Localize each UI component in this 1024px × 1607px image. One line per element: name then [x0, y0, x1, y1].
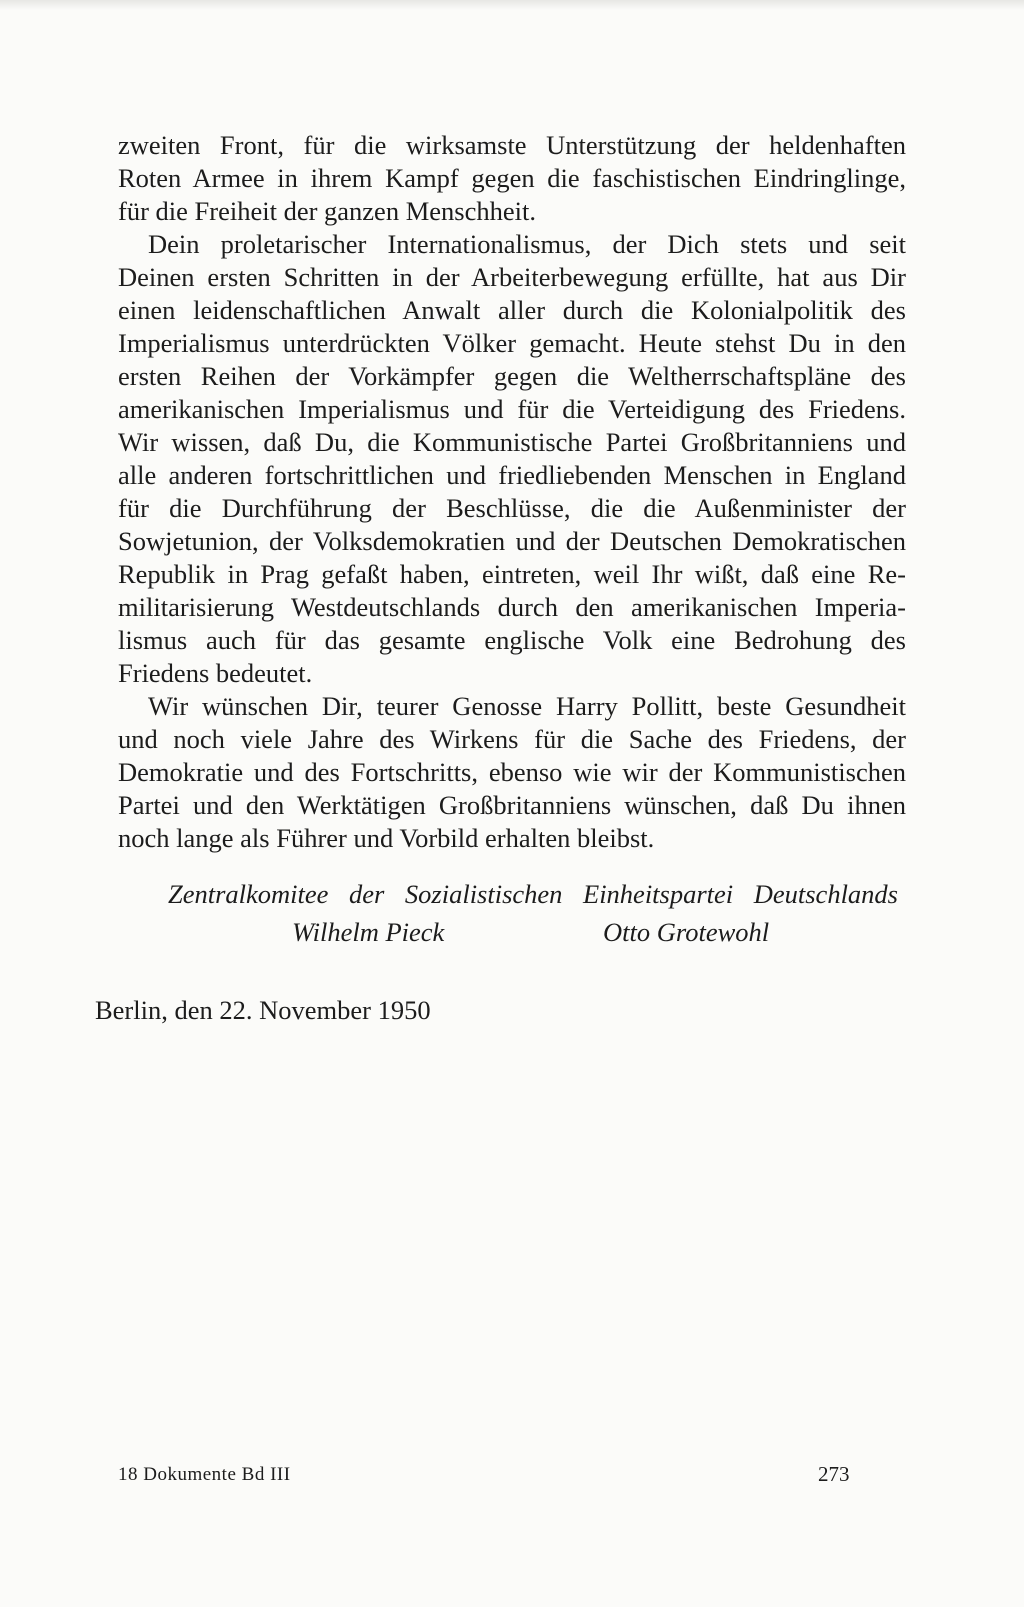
text-line: für die Freiheit der ganzen Menschheit.	[118, 196, 536, 226]
text-line: für die Durchführung der Beschlüsse, die die Außenminister der	[118, 493, 906, 523]
text-line: Dein proletarischer Internationalismus, der Dich stets und seit	[148, 229, 906, 259]
page-edge-shadow	[0, 0, 1024, 10]
text-line: Roten Armee in ihrem Kampf gegen die faschistischen Eindringlinge,	[118, 163, 906, 193]
text-line: und noch viele Jahre des Wirkens für die Sache des Friedens, der	[118, 724, 906, 754]
text-line: Imperialismus unterdrückten Völker gemacht. Heute stehst Du in den	[118, 328, 906, 358]
signature-signer-2: Otto Grotewohl	[603, 917, 770, 947]
text-line: lismus auch für das gesamte englische Volk eine Bedrohung des	[118, 625, 906, 655]
text-line: Wir wünschen Dir, teurer Genosse Harry Pollitt, beste Gesundheit	[148, 691, 906, 721]
text-line: einen leidenschaftlichen Anwalt aller durch die Kolonialpolitik des	[118, 295, 906, 325]
text-line: alle anderen fortschrittlichen und friedliebenden Menschen in England	[118, 460, 906, 490]
text-line: noch lange als Führer und Vorbild erhalten bleibst.	[118, 823, 655, 853]
text-line: Demokratie und des Fortschritts, ebenso wie wir der Kommunistischen	[118, 757, 906, 787]
date-line: Berlin, den 22. November 1950	[95, 995, 431, 1025]
text-line: Republik in Prag gefaßt haben, eintreten, weil Ihr wißt, daß eine Re-	[118, 559, 906, 589]
text-line: zweiten Front, für die wirksamste Unterstützung der heldenhaften	[118, 130, 906, 160]
text-line: Wir wissen, daß Du, die Kommunistische Partei Großbritanniens und	[118, 427, 906, 457]
signature-signer-1: Wilhelm Pieck	[292, 917, 445, 947]
text-line: Partei und den Werktätigen Großbritanniens wünschen, daß Du ihnen	[118, 790, 906, 820]
text-line: amerikanischen Imperialismus und für die Verteidigung des Friedens.	[118, 394, 906, 424]
text-line: Sowjetunion, der Volksdemokratien und der Deutschen Demokratischen	[118, 526, 906, 556]
page-number: 273	[818, 1462, 850, 1486]
text-line: ersten Reihen der Vorkämpfer gegen die Weltherrschaftspläne des	[118, 361, 906, 391]
text-line: militarisierung Westdeutschlands durch den amerikanischen Imperia-	[118, 592, 906, 622]
text-line: Deinen ersten Schritten in der Arbeiterbewegung erfüllte, hat aus Dir	[118, 262, 906, 292]
signature-organization: Zentralkomitee der Sozialistischen Einheitspartei Deutschlands	[168, 879, 898, 909]
footer-signature-mark: 18 Dokumente Bd III	[118, 1464, 291, 1485]
text-line: Friedens bedeutet.	[118, 658, 313, 688]
